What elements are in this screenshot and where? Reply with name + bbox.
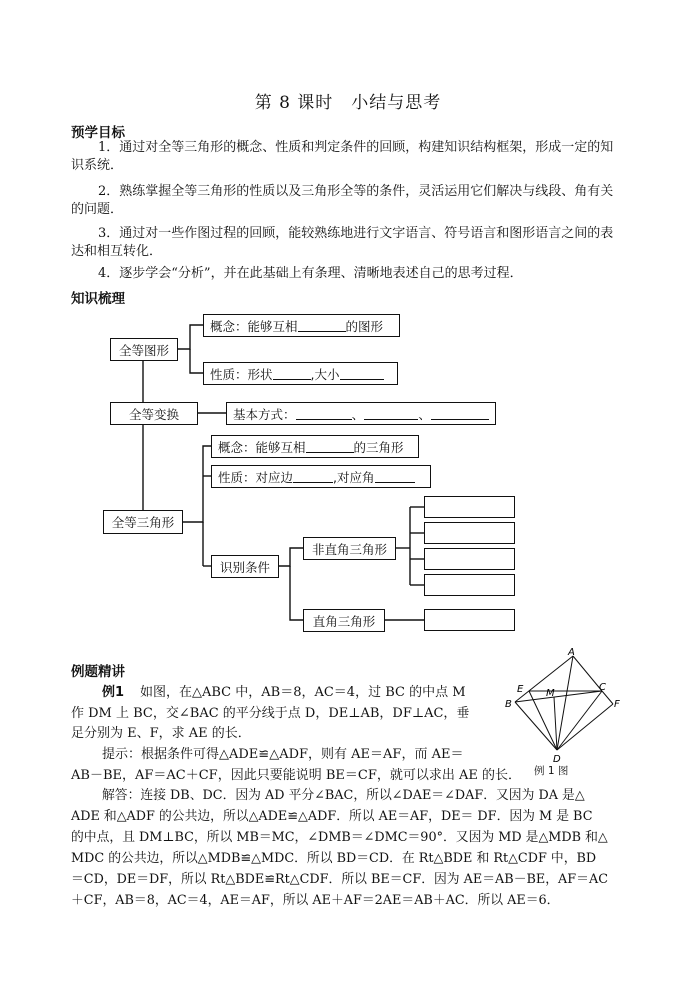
solution-line-3: 的中点，且 DM⊥BC，所以 MB＝MC，∠DMB＝∠DMC＝90°．又因为 MD 是△MDB 和△ (71, 830, 608, 845)
blank-line (306, 441, 354, 453)
triangle-property-label: 性质：对应边 (218, 469, 294, 485)
box-figure-concept (203, 314, 400, 337)
answer-box (424, 548, 515, 570)
figure-property-label: 性质：形状 (210, 366, 273, 382)
solution-line-4: MDC 的公共边，所以△MDB≌△MDC．所以 BD＝CD．在 Rt△BDE 和 Rt△CDF 中，BD (71, 851, 597, 866)
solution-line-6: ＋CF，AB＝8，AC＝4，AE＝AF，所以 AE＋AF＝2AE＝AB＋AC．所以 AE＝6． (71, 893, 560, 908)
diagram-heading: 知识梳理 (71, 291, 125, 307)
separator: 、 (351, 406, 365, 422)
triangle-concept-suffix: 的三角形 (353, 439, 404, 455)
label-d: D (553, 754, 561, 764)
hint-line-1: 提示：根据条件可得△ADE≌△ADF，则有 AE＝AF，而 AE＝ (102, 747, 464, 762)
box-congruent-triangles: 全等三角形 (103, 510, 183, 534)
box-right-triangle: 直角三角形 (303, 609, 385, 632)
triangle-property-mid: ,对应角 (333, 469, 375, 485)
label-b: B (505, 699, 512, 710)
answer-box (424, 496, 515, 518)
box-congruent-transform: 全等变换 (110, 402, 198, 425)
answer-box (424, 522, 515, 544)
problem-line-2: 作 DM 上 BC，交∠BAC 的平分线于点 D，DE⊥AB，DF⊥AC，垂 (71, 706, 470, 721)
label-c: C (599, 682, 606, 693)
example-label: 例1 (102, 685, 125, 700)
objective-3: 3．通过对一些作图过程的回顾，能较熟练地进行文字语言、符号语言和图形语言之间的表达和相互转化． (71, 226, 614, 259)
problem-line-3: 足分别为 E、F，求 AE 的长． (71, 726, 251, 741)
objectives-heading: 预学目标 (71, 125, 125, 141)
example-heading: 例题精讲 (71, 664, 125, 680)
example-figure (500, 644, 630, 764)
figure-caption: 例 1 图 (534, 765, 569, 777)
separator: 、 (418, 406, 431, 422)
objective-2: 2．熟练掌握全等三角形的性质以及三角形全等的条件，灵活运用它们解决与线段、角有关的问题． (71, 184, 614, 217)
page-title: 第 8 课时 小结与思考 (254, 93, 442, 113)
box-conditions: 识别条件 (211, 555, 279, 578)
blank-line (298, 320, 346, 332)
box-triangle-property (211, 465, 431, 488)
label-m: M (546, 688, 555, 699)
box-congruent-figures: 全等图形 (110, 338, 178, 361)
blank-line (364, 408, 418, 420)
box-triangle-concept (211, 435, 419, 458)
label-f: F (614, 699, 620, 710)
label-e: E (517, 684, 524, 695)
solution-line-5: ＝CD，DE＝DF，所以 Rt△BDE≌Rt△CDF．所以 BE＝CF．因为 AE＝AB－BE，AF＝AC (71, 872, 608, 887)
objective-4: 4．逐步学会“分析”，并在此基础上有条理、清晰地表述自己的思考过程． (98, 266, 523, 281)
basic-ways-label: 基本方式： (233, 406, 296, 422)
hint-line-2: AB－BE，AF＝AC＋CF，因此只要能说明 BE＝CF，就可以求出 AE 的长． (71, 768, 521, 783)
figure-concept-label: 概念：能够互相 (210, 318, 298, 334)
solution-line-1: 解答：连接 DB、DC．因为 AD 平分∠BAC，所以∠DAE＝∠DAF．又因为 DA 是△ (102, 788, 585, 803)
figure-concept-suffix: 的图形 (345, 318, 384, 334)
figure-property-mid: ,大小 (310, 366, 340, 382)
answer-box (424, 609, 515, 631)
blank-line (296, 408, 352, 420)
blank-line (273, 368, 311, 380)
blank-line (293, 471, 333, 483)
blank-line (375, 471, 415, 483)
box-non-right-triangle: 非直角三角形 (303, 537, 396, 560)
solution-line-2: ADE 和△ADF 的公共边，所以△ADE≌△ADF．所以 AE＝AF，DE＝ DF．因为 M 是 BC (71, 809, 593, 824)
objective-1: 1．通过对全等三角形的概念、性质和判定条件的回顾，构建知识结构框架，形成一定的知识系统． (71, 140, 614, 173)
problem-line-1: 如图，在△ABC 中，AB＝8，AC＝4，过 BC 的中点 M (140, 685, 466, 700)
answer-box (424, 574, 515, 596)
triangle-concept-label: 概念：能够互相 (218, 439, 306, 455)
box-figure-property (203, 362, 398, 385)
blank-line (431, 408, 489, 420)
box-basic-ways (226, 402, 496, 425)
label-a: A (568, 647, 575, 658)
blank-line (340, 368, 384, 380)
